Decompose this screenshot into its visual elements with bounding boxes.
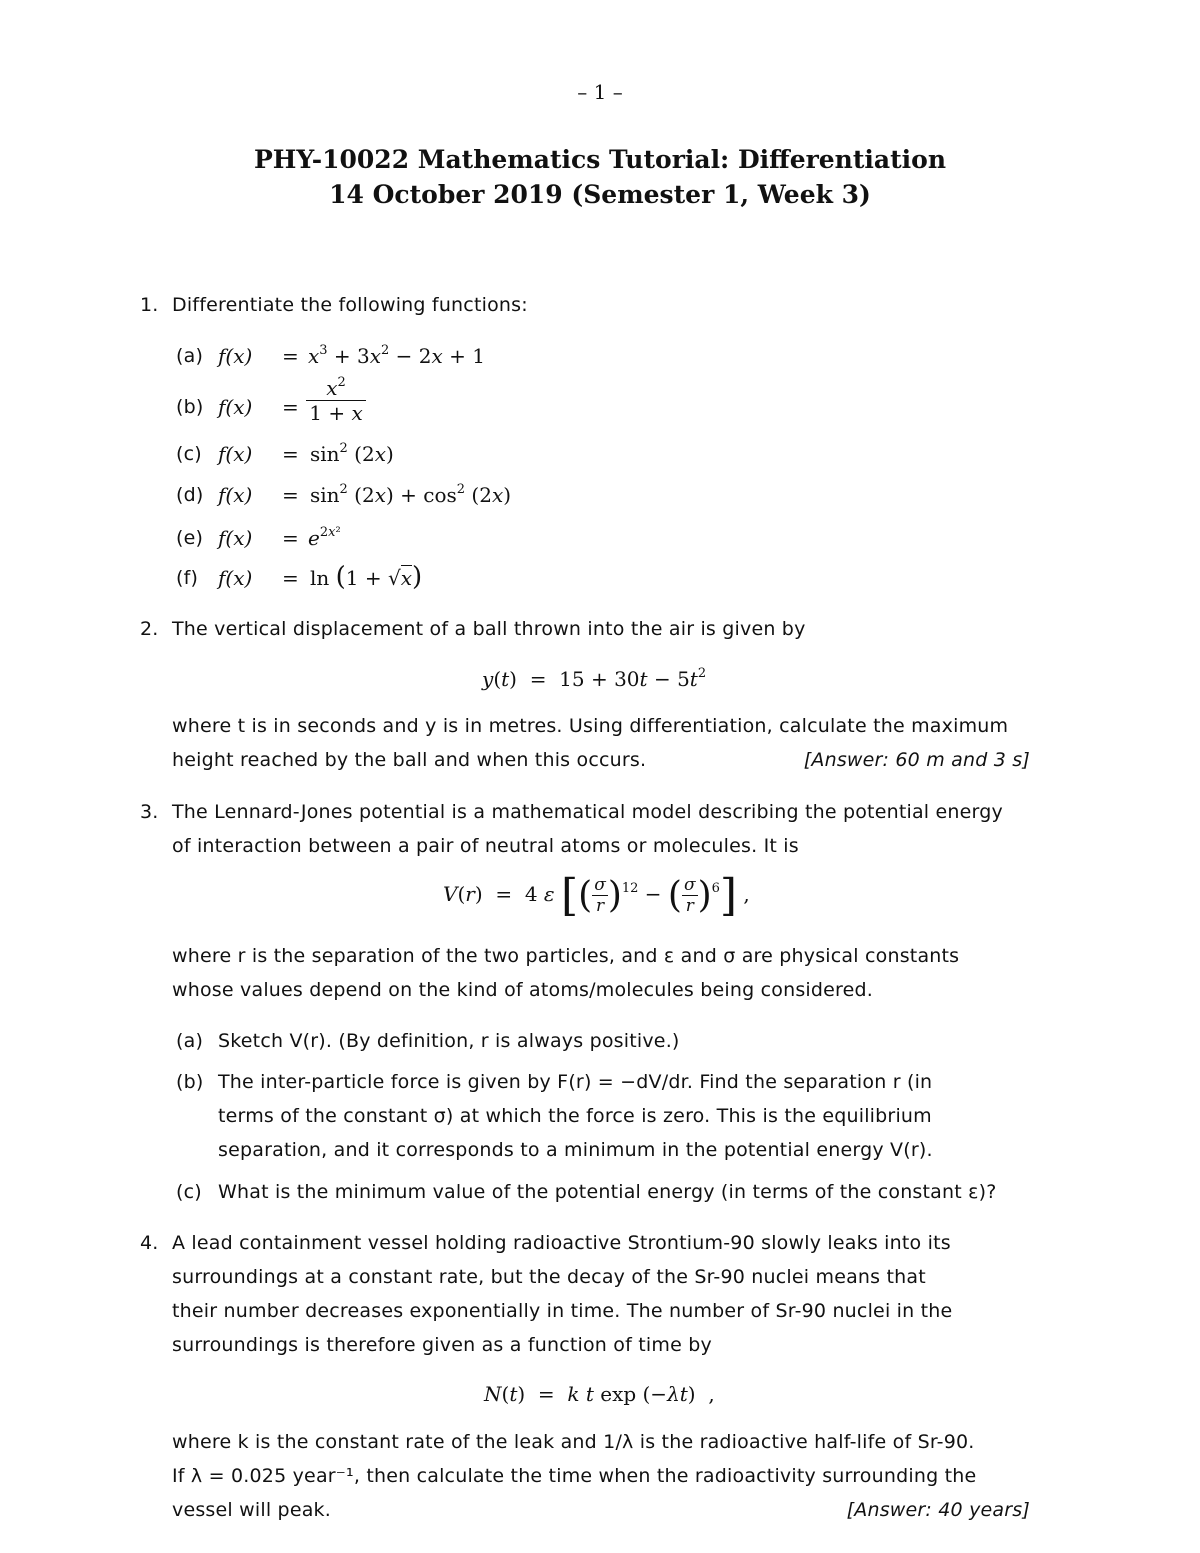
title-line-1: PHY-10022 Mathematics Tutorial: Differentiation <box>253 145 946 174</box>
q3-part-text: terms of the constant σ) at which the force is zero. This is the equilibrium <box>218 1105 932 1127</box>
q4-line-7: vessel will peak. <box>172 1499 331 1521</box>
q4-line-3: their number decreases exponentially in time. The number of Sr-90 nuclei in the <box>172 1300 953 1322</box>
q2-number: 2. <box>140 618 159 640</box>
q2-line-1: The vertical displacement of a ball thrown into the air is given by <box>172 618 806 640</box>
q1-item-label: (a) <box>176 345 204 367</box>
q3-line-1: The Lennard-Jones potential is a mathematical model describing the potential energy <box>172 801 1003 823</box>
equals-sign: = <box>282 442 299 466</box>
q2-line-2: where t is in seconds and y is in metres. Using differentiation, calculate the maximum <box>172 715 1009 737</box>
q3-line-2: of interaction between a pair of neutral atoms or molecules. It is <box>172 835 799 857</box>
q4-line-5: where k is the constant rate of the leak and 1/λ is the radioactive half-life of Sr-90. <box>172 1431 975 1453</box>
q1-item-lhs: f(x) <box>218 566 253 590</box>
q1-item-lhs: f(x) <box>218 395 253 419</box>
q1-item-label: (f) <box>176 567 199 589</box>
q1-item-fraction: $\frac{x^2}{1 + x}$ <box>306 376 366 425</box>
q4-answer: [Answer: 40 years] <box>846 1499 1030 1521</box>
q1-item-rhs: ln (1 + √x) <box>310 562 423 592</box>
q3-part-label: (a) <box>176 1030 204 1052</box>
q1-item-label: (d) <box>176 484 204 506</box>
q1-item-rhs: $e^{2x^2}$ <box>308 524 341 550</box>
q2-answer: [Answer: 60 m and 3 s] <box>803 749 1030 771</box>
q3-part-label: (c) <box>176 1181 202 1203</box>
q2-equation: $y(t) = 15 + 30t - 5t^2$ <box>482 665 707 691</box>
equals-sign: = <box>282 344 299 368</box>
q1-item-rhs: $\sin^2 (2x)$ <box>310 440 394 466</box>
q1-item-rhs: $x^3 + 3x^2 - 2x + 1$ <box>308 342 486 368</box>
q1-item-label: (b) <box>176 396 204 418</box>
q4-line-4: surroundings is therefore given as a function of time by <box>172 1334 712 1356</box>
q3-equation: V(r) = 4 ε [( $\frac{\sigma}{r}$ )$^{12}$ − ( $\frac{\sigma}{r}$ )$^6$] , <box>443 870 750 921</box>
q3-line-3: where r is the separation of the two particles, and ε and σ are physical constants <box>172 945 960 967</box>
q1-item-lhs: f(x) <box>218 526 253 550</box>
q4-line-1: A lead containment vessel holding radioactive Strontium-90 slowly leaks into its <box>172 1232 951 1254</box>
q3-line-4: whose values depend on the kind of atoms/molecules being considered. <box>172 979 874 1001</box>
q1-item-lhs: f(x) <box>218 483 253 507</box>
q3-part-label: (b) <box>176 1071 204 1093</box>
equals-sign: = <box>282 566 299 590</box>
q1-item-rhs: $\sin^2 (2x) + \cos^2 (2x)$ <box>310 481 512 507</box>
q1-number: 1. <box>140 294 159 316</box>
q1-text: Differentiate the following functions: <box>172 294 528 316</box>
q4-line-2: surroundings at a constant rate, but the decay of the Sr-90 nuclei means that <box>172 1266 926 1288</box>
equals-sign: = <box>282 395 299 419</box>
q3-part-text: The inter-particle force is given by F(r) = −dV/dr. Find the separation r (in <box>218 1071 933 1093</box>
equals-sign: = <box>282 526 299 550</box>
q3-part-text: separation, and it corresponds to a minimum in the potential energy V(r). <box>218 1139 933 1161</box>
q2-line-3: height reached by the ball and when this occurs. <box>172 749 647 771</box>
q4-equation: N(t) = k t exp (−λt) , <box>484 1382 715 1406</box>
page-number: – 1 – <box>577 80 623 104</box>
q3-part-text: What is the minimum value of the potential energy (in terms of the constant ε)? <box>218 1181 997 1203</box>
equals-sign: = <box>282 483 299 507</box>
q1-item-label: (e) <box>176 527 204 549</box>
q3-number: 3. <box>140 801 159 823</box>
q1-item-lhs: f(x) <box>218 442 253 466</box>
q1-item-label: (c) <box>176 443 202 465</box>
title-line-2: 14 October 2019 (Semester 1, Week 3) <box>329 180 871 209</box>
q3-part-text: Sketch V(r). (By definition, r is always positive.) <box>218 1030 680 1052</box>
q4-number: 4. <box>140 1232 159 1254</box>
q4-line-6: If λ = 0.025 year⁻¹, then calculate the time when the radioactivity surrounding the <box>172 1465 977 1487</box>
q1-item-lhs: f(x) <box>218 344 253 368</box>
